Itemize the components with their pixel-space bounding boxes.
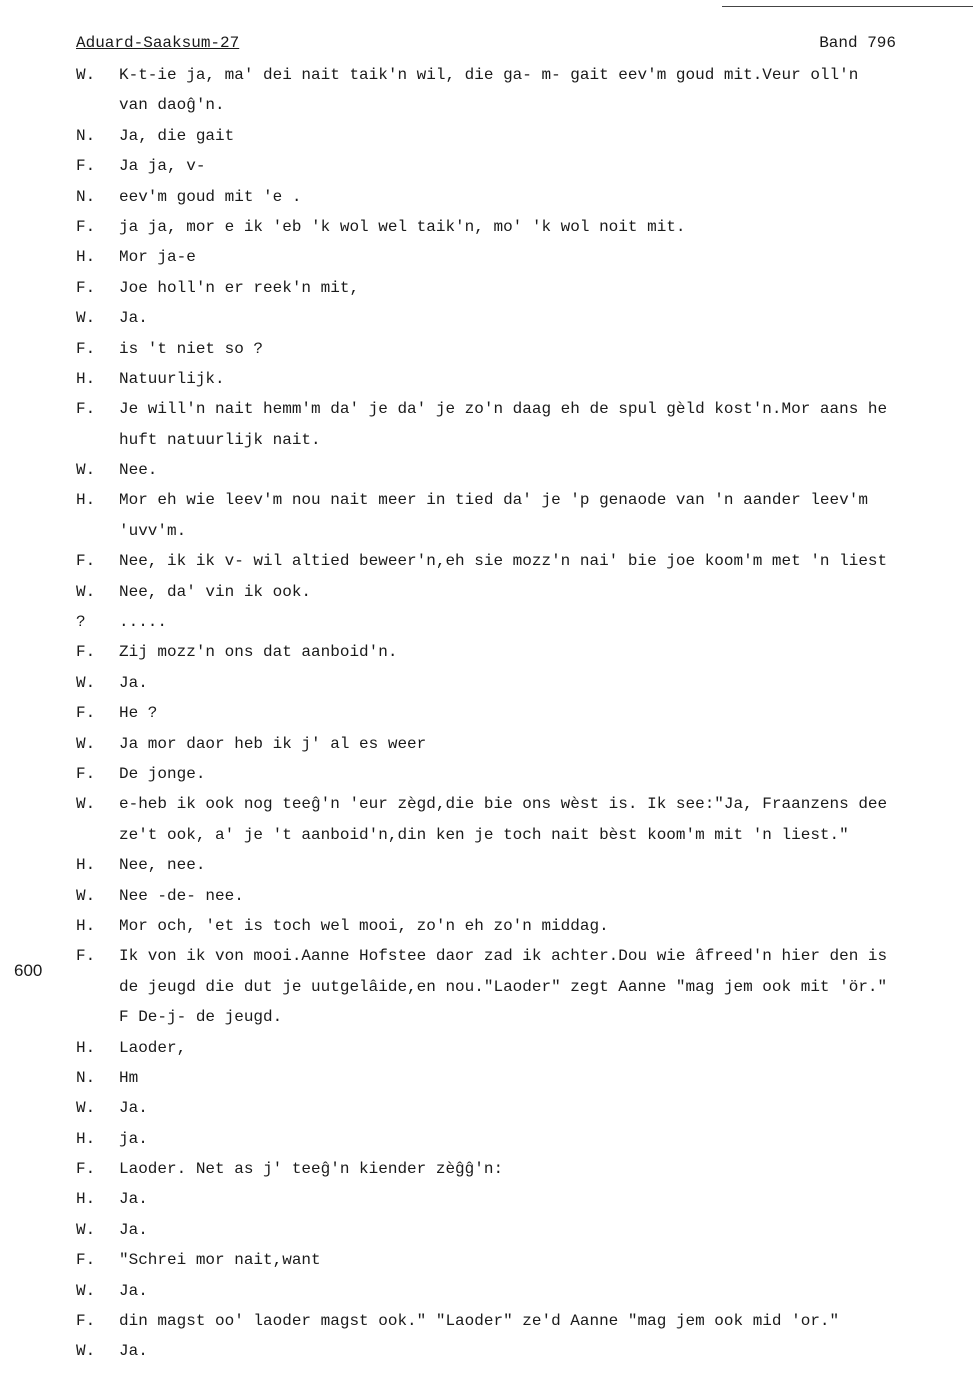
utterance-text: ..... xyxy=(119,613,168,632)
speaker-label: H. xyxy=(76,1038,96,1057)
transcript-line xyxy=(0,305,973,335)
transcript-line xyxy=(0,1156,973,1186)
transcript-line xyxy=(0,1217,973,1247)
utterance-text: Nee. xyxy=(119,461,158,480)
transcript-line xyxy=(0,396,973,426)
transcript-line xyxy=(0,1095,973,1125)
utterance-text: Ja, die gait xyxy=(119,126,235,145)
transcript-line xyxy=(0,275,973,305)
utterance-text: 'uvv'm. xyxy=(119,521,187,540)
utterance-text: ja ja, mor e ik 'eb 'k wol wel taik'n, mo' 'k wol noit mit. xyxy=(119,217,686,236)
transcript-line xyxy=(0,852,973,882)
utterance-text: Mor och, 'et is toch wel mooi, zo'n eh zo'n middag. xyxy=(119,916,609,935)
speaker-label: H. xyxy=(76,248,96,267)
speaker-label: F. xyxy=(76,1160,96,1179)
transcript-line xyxy=(0,1035,973,1065)
transcript-line xyxy=(0,92,973,122)
utterance-text: van daoĝ'n. xyxy=(119,96,225,115)
page-header xyxy=(76,34,896,58)
utterance-text: Nee -de- nee. xyxy=(119,886,244,905)
transcript-line xyxy=(0,123,973,153)
speaker-label: W. xyxy=(76,1281,96,1300)
speaker-label: F. xyxy=(76,278,96,297)
transcript-line xyxy=(0,336,973,366)
speaker-label: F. xyxy=(76,1251,96,1270)
utterance-text: F De-j- de jeugd. xyxy=(119,1008,283,1027)
speaker-label: N. xyxy=(76,1068,96,1087)
transcript-line xyxy=(0,1338,973,1368)
utterance-text: Laoder, xyxy=(119,1038,187,1057)
utterance-text: Ja. xyxy=(119,1281,148,1300)
utterance-text: Mor eh wie leev'm nou nait meer in tied da' je 'p genaode van 'n aander leev'm xyxy=(119,491,868,510)
speaker-label: H. xyxy=(76,369,96,388)
transcript-line xyxy=(0,427,973,457)
transcript-line xyxy=(0,1004,973,1034)
utterance-text: ja. xyxy=(119,1129,148,1148)
utterance-text: de jeugd die dut je uutgelâide,en nou."Laoder" zegt Aanne "mag jem ook mit 'ör." xyxy=(119,977,888,996)
transcript-line xyxy=(0,791,973,821)
speaker-label: H. xyxy=(76,856,96,875)
speaker-label: ? xyxy=(76,613,86,632)
transcript-line xyxy=(0,639,973,669)
transcript-line xyxy=(0,883,973,913)
utterance-text: Ja. xyxy=(119,309,148,328)
transcript-line xyxy=(0,700,973,730)
utterance-text: "Schrei mor nait,want xyxy=(119,1251,321,1270)
transcript-line xyxy=(0,457,973,487)
speaker-label: F. xyxy=(76,947,96,966)
speaker-label: W. xyxy=(76,886,96,905)
utterance-text: Nee, nee. xyxy=(119,856,206,875)
speaker-label: F. xyxy=(76,643,96,662)
speaker-label: F. xyxy=(76,1312,96,1331)
speaker-label: W. xyxy=(76,1220,96,1239)
transcript-line xyxy=(0,1308,973,1338)
utterance-text: Ja. xyxy=(119,1342,148,1361)
speaker-label: W. xyxy=(76,66,96,84)
speaker-label: N. xyxy=(76,126,96,145)
utterance-text: Ik von ik von mooi.Aanne Hofstee daor zad ik achter.Dou wie âfreed'n hier den is xyxy=(119,947,888,966)
speaker-label: W. xyxy=(76,582,96,601)
transcript-line xyxy=(0,579,973,609)
transcript-line xyxy=(0,974,973,1004)
utterance-text: Ja. xyxy=(119,1190,148,1209)
utterance-text: Ja. xyxy=(119,673,148,692)
transcript-line xyxy=(0,153,973,183)
transcript-line xyxy=(0,518,973,548)
transcript-line xyxy=(0,1278,973,1308)
transcript-line xyxy=(0,548,973,578)
speaker-label: N. xyxy=(76,187,96,206)
speaker-label: W. xyxy=(76,1342,96,1361)
utterance-text: Natuurlijk. xyxy=(119,369,225,388)
speaker-label: F. xyxy=(76,217,96,236)
transcript-line xyxy=(0,822,973,852)
utterance-text: eev'm goud mit 'e . xyxy=(119,187,302,206)
speaker-label: W. xyxy=(76,734,96,753)
utterance-text: huft natuurlijk nait. xyxy=(119,430,321,449)
transcript-line xyxy=(0,1247,973,1277)
transcript-line xyxy=(0,609,973,639)
utterance-text: K-t-ie ja, ma' dei nait taik'n wil, die ga- m- gait eev'm goud mit.Veur oll'n xyxy=(119,66,859,84)
utterance-text: Nee, da' vin ik ook. xyxy=(119,582,312,601)
speaker-label: F. xyxy=(76,157,96,176)
speaker-label: F. xyxy=(76,400,96,419)
speaker-label: F. xyxy=(76,339,96,358)
speaker-label: F. xyxy=(76,552,96,571)
utterance-text: e-heb ik ook nog teeĝ'n 'eur zègd,die bie ons wèst is. Ik see:"Ja, Fraanzens dee xyxy=(119,795,888,814)
utterance-text: din magst oo' laoder magst ook." "Laoder" ze'd Aanne "mag jem ook mid 'or." xyxy=(119,1312,840,1331)
speaker-label: W. xyxy=(76,309,96,328)
transcript-body xyxy=(0,62,973,1369)
speaker-label: H. xyxy=(76,1129,96,1148)
speaker-label: W. xyxy=(76,1099,96,1118)
transcript-line xyxy=(0,913,973,943)
utterance-text: Ja. xyxy=(119,1220,148,1239)
transcript-line xyxy=(0,244,973,274)
transcript-line xyxy=(0,1065,973,1095)
transcript-line xyxy=(0,943,973,973)
utterance-text: Hm xyxy=(119,1068,139,1087)
transcript-line xyxy=(0,62,973,92)
utterance-text: Je will'n nait hemm'm da' je da' je zo'n daag eh de spul gèld kost'n.Mor aans he xyxy=(119,400,888,419)
utterance-text: Ja. xyxy=(119,1099,148,1118)
transcript-line xyxy=(0,487,973,517)
transcript-line xyxy=(0,670,973,700)
transcript-line xyxy=(0,1186,973,1216)
utterance-text: Joe holl'n er reek'n mit, xyxy=(119,278,360,297)
transcript-line xyxy=(0,184,973,214)
utterance-text: He ? xyxy=(119,704,158,723)
utterance-text: ze't ook, a' je 't aanboid'n,din ken je toch nait bèst koom'm mit 'n liest." xyxy=(119,825,849,844)
transcript-line xyxy=(0,366,973,396)
utterance-text: Mor ja-e xyxy=(119,248,196,267)
transcript-line xyxy=(0,1126,973,1156)
band-number: Band 796 xyxy=(819,34,896,52)
utterance-text: Laoder. Net as j' teeĝ'n kiender zèĝĝ'n: xyxy=(119,1160,504,1179)
document-title: Aduard-Saaksum-27 xyxy=(76,34,240,52)
speaker-label: F. xyxy=(76,704,96,723)
utterance-text: De jonge. xyxy=(119,764,206,783)
utterance-text: Ja mor daor heb ik j' al es weer xyxy=(119,734,427,753)
utterance-text: Ja ja, v- xyxy=(119,157,206,176)
speaker-label: H. xyxy=(76,1190,96,1209)
speaker-label: W. xyxy=(76,673,96,692)
speaker-label: W. xyxy=(76,461,96,480)
utterance-text: Nee, ik ik v- wil altied beweer'n,eh sie mozz'n nai' bie joe koom'm met 'n liest xyxy=(119,552,888,571)
transcript-line xyxy=(0,731,973,761)
margin-line-number: 600 xyxy=(14,961,43,980)
speaker-label: W. xyxy=(76,795,96,814)
speaker-label: H. xyxy=(76,491,96,510)
utterance-text: Zij mozz'n ons dat aanboid'n. xyxy=(119,643,398,662)
transcript-line xyxy=(0,214,973,244)
transcript-line xyxy=(0,761,973,791)
speaker-label: H. xyxy=(76,916,96,935)
top-rule xyxy=(722,6,973,7)
utterance-text: is 't niet so ? xyxy=(119,339,264,358)
speaker-label: F. xyxy=(76,764,96,783)
